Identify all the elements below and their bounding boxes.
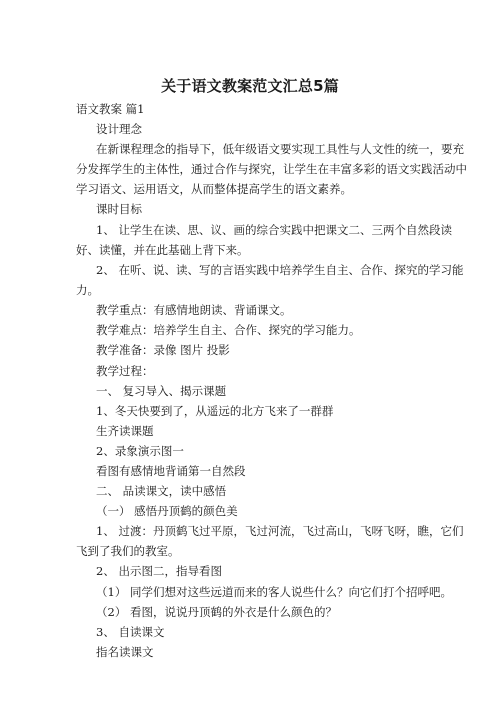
paragraph-line: 指名读课文	[96, 645, 154, 659]
section-heading: 语文教案 篇1	[76, 102, 145, 116]
paragraph-line: 2、 出示图二，指导看图	[96, 564, 222, 578]
paragraph-line: （1） 同学们想对这些远道而来的客人说些什么？向它们打个招呼吧。	[96, 585, 452, 599]
paragraph-line: 二、 品读课文，读中感悟	[96, 484, 227, 498]
paragraph-line: 飞到了我们的教室。	[76, 544, 180, 558]
paragraph-line: 3、 自读课文	[96, 625, 165, 639]
paragraph-line: 分发挥学生的主体性，通过合作与探究，让学生在丰富多彩的语文实践活动中	[76, 162, 467, 176]
paragraph-line: 1、冬天快要到了，从遥远的北方飞来了一群群	[96, 404, 334, 418]
paragraph-line: 2、 在听、说、读、写的言语实践中培养学生自主、合作、探究的学习能	[96, 263, 464, 277]
document-title: 关于语文教案范文汇总5篇	[161, 77, 339, 95]
paragraph-line: 看图有感情地背诵第一自然段	[96, 464, 246, 478]
paragraph-line: 设计理念	[96, 122, 142, 136]
paragraph-line: 好、读懂，并在此基础上背下来。	[76, 243, 249, 257]
paragraph-line: （2） 看图，说说丹顶鹤的外衣是什么颜色的？	[96, 605, 337, 619]
paragraph-line: 教学重点：有感情地朗读、背诵课文。	[96, 303, 292, 317]
paragraph-line: 2、录象演示图一	[96, 444, 184, 458]
paragraph-line: 1、 让学生在读、思、议、画的综合实践中把课文二、三两个自然段读	[96, 223, 452, 237]
paragraph-line: 在新课程理念的指导下，低年级语文要实现工具性与人文性的统一，要充	[96, 142, 464, 156]
paragraph-line: 课时目标	[96, 202, 142, 216]
paragraph-line: （一） 感悟丹顶鹤的颜色美	[96, 504, 238, 518]
paragraph-line: 力。	[76, 283, 99, 297]
paragraph-line: 教学难点：培养学生自主、合作、探究的学习能力。	[96, 323, 361, 337]
paragraph-line: 1、 过渡：丹顶鹤飞过平原，飞过河流，飞过高山，飞呀飞呀，瞧，它们	[96, 524, 464, 538]
paragraph-line: 生齐读课题	[96, 424, 154, 438]
paragraph-line: 学习语文、运用语文，从而整体提高学生的语文素养。	[76, 182, 352, 196]
paragraph-line: 一、 复习导入、揭示课题	[96, 384, 227, 398]
paragraph-line: 教学准备：录像 图片 投影	[96, 343, 230, 357]
paragraph-line: 教学过程：	[96, 364, 154, 378]
